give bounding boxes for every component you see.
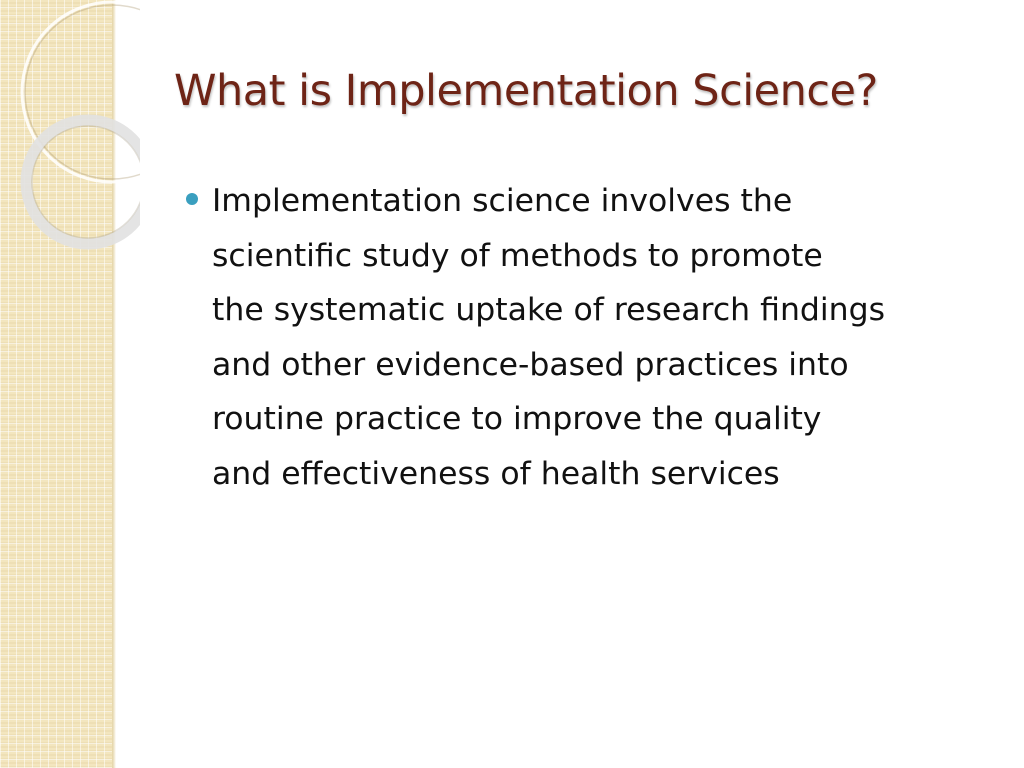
bullet-line: scientific study of methods to promote — [212, 237, 823, 274]
bullet-line: and other evidence-based practices into — [212, 346, 849, 383]
bullet-line: the systematic uptake of research findings — [212, 292, 886, 328]
slide-title: What is Implementation Science? — [174, 66, 878, 116]
decorative-rings-icon — [0, 0, 140, 260]
bullet-line: and effectiveness of health services — [212, 455, 780, 492]
bullet-line: Implementation science involves the — [212, 183, 793, 219]
bullet-item — [186, 174, 998, 501]
bullet-list — [186, 174, 998, 501]
bullet-dot-icon — [186, 193, 198, 205]
bullet-line: routine practice to improve the quality — [212, 401, 822, 437]
